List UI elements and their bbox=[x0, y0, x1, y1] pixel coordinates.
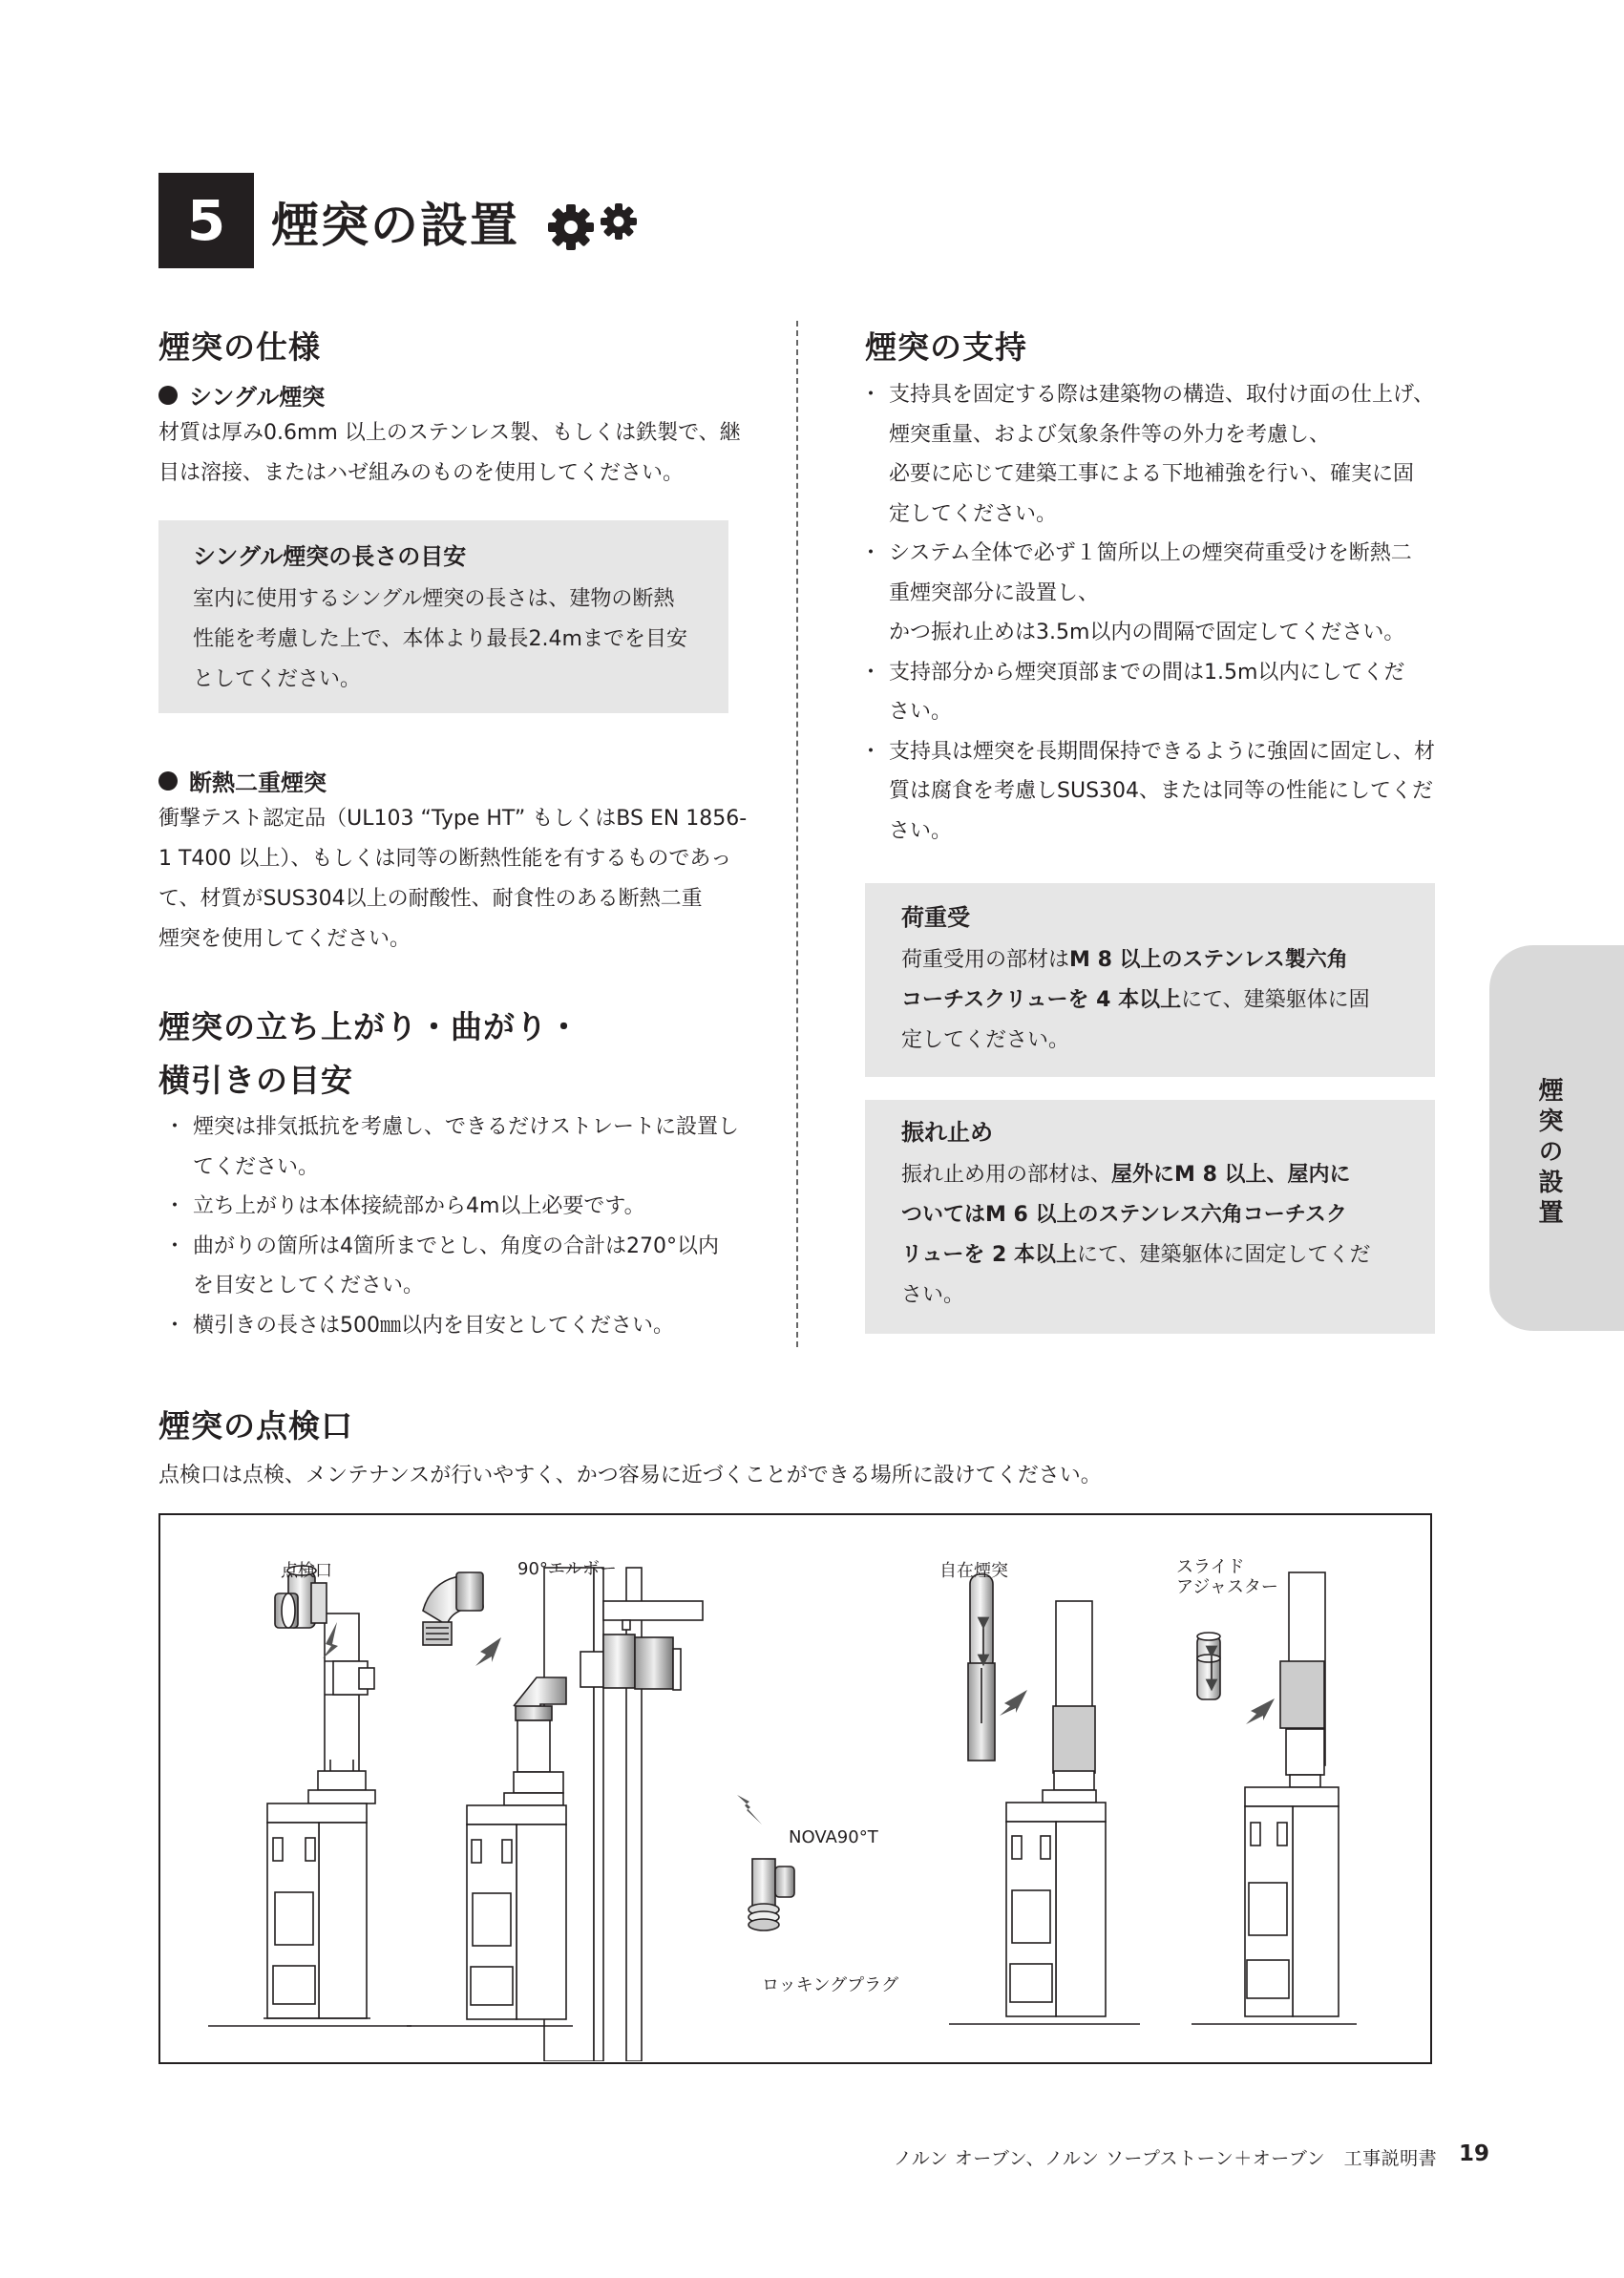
section-number: 5 bbox=[158, 173, 254, 268]
list-item bbox=[164, 1306, 756, 1346]
text-line: 室内に使用するシングル煙突の長さは、建物の断熱 bbox=[193, 587, 675, 611]
text-line: さい。 bbox=[901, 1283, 965, 1307]
text-run-bold: リューを 2 本以上 bbox=[901, 1243, 1077, 1267]
bullet-dot bbox=[158, 771, 178, 791]
text-line: 定してください。 bbox=[901, 1028, 1070, 1052]
single-chimney-text bbox=[158, 413, 741, 494]
text-line: 煙突重量、および気象条件等の外力を考慮し、 bbox=[889, 422, 1331, 447]
rise-bullets bbox=[164, 1107, 756, 1345]
text-line: アジャスター bbox=[1176, 1577, 1278, 1597]
text-line: ・ 支持具を固定する際は建築物の構造、取付け面の仕上げ、 bbox=[889, 383, 1435, 407]
text-line: 材質は厚み0.6mm 以上のステンレス製、もしくは鉄製で、継 bbox=[158, 421, 741, 445]
text-line: さい。 bbox=[889, 818, 953, 843]
support-bullets bbox=[860, 375, 1452, 851]
text-run: 荷重受用の部材は bbox=[901, 948, 1070, 972]
arrow-icon bbox=[1000, 1690, 1027, 1716]
list-item bbox=[860, 375, 1452, 534]
section-side-tab bbox=[1489, 945, 1624, 1331]
column-divider bbox=[796, 321, 798, 1347]
text-line: て、材質がSUS304以上の耐酸性、耐食性のある断熱二重 bbox=[158, 887, 703, 911]
elbow-part bbox=[423, 1572, 483, 1645]
inspection-text: 点検口は点検、メンテナンスが行いやすく、かつ容易に近づくことができる場所に設けてください。 bbox=[158, 1464, 1102, 1487]
list-item bbox=[860, 653, 1452, 732]
text-line: 必要に応じて建築工事による下地補強を行い、確実に固 bbox=[889, 462, 1415, 486]
side-tab-label: 煙突の設置 bbox=[1534, 1077, 1563, 1230]
list-item bbox=[164, 1227, 756, 1306]
text-line: 定してください。 bbox=[889, 501, 1058, 526]
list-item bbox=[860, 732, 1452, 852]
text-run-bold: ついてはM 6 以上のステンレス六角コーチスク bbox=[901, 1203, 1347, 1227]
text-line: ・ 立ち上がりは本体接続部から4m以上必要です。 bbox=[193, 1194, 645, 1218]
bullet-dot bbox=[158, 386, 178, 405]
gear-icon bbox=[542, 197, 647, 254]
text-line: 性能を考慮した上で、本体より最長2.4mまでを目安 bbox=[193, 627, 687, 651]
text-line: を目安としてください。 bbox=[193, 1274, 425, 1297]
arrow-icon bbox=[475, 1637, 501, 1666]
text-line: ・ 支持部分から煙突頂部までの間は1.5m以内にしてくだ bbox=[889, 660, 1405, 685]
text-line: 質は腐食を考慮しSUS304、または同等の性能にしてくだ bbox=[889, 779, 1434, 803]
footer-manual-title: ノルン オーブン、ノルン ソープストーン＋オーブン 工事説明書 bbox=[894, 2148, 1438, 2169]
box-title: 荷重受 bbox=[901, 904, 970, 931]
box-title: 振れ止め bbox=[901, 1119, 993, 1146]
slide-adjuster-part bbox=[1197, 1633, 1220, 1699]
text-run: にて、建築躯体に固 bbox=[1181, 988, 1370, 1012]
insulated-chimney-heading-text: 断熱二重煙突 bbox=[189, 770, 327, 796]
page-number: 19 bbox=[1459, 2141, 1490, 2166]
page-title: 煙突の設置 bbox=[271, 198, 519, 253]
text-line: ・ 支持具は煙突を長期間保持できるように強固に固定し、材 bbox=[889, 739, 1436, 764]
text-line: 重煙突部分に設置し、 bbox=[889, 580, 1100, 605]
insulated-chimney-text bbox=[158, 799, 750, 960]
single-length-note bbox=[158, 520, 728, 713]
text-line: ・ 煙突は排気抵抗を考慮し、できるだけストレートに設置し bbox=[193, 1115, 740, 1139]
arrow-icon bbox=[737, 1795, 762, 1825]
text-line: 煙突を使用してください。 bbox=[158, 927, 411, 951]
text-line: スライド bbox=[1176, 1557, 1245, 1577]
text-run: にて、建築躯体に固定してくだ bbox=[1076, 1243, 1371, 1267]
arrow-icon bbox=[1246, 1698, 1275, 1724]
load-bearing-box bbox=[865, 883, 1435, 1077]
label-free-chimney: 自在煙突 bbox=[939, 1561, 1008, 1581]
text-line: ・ 曲がりの箇所は4箇所までとし、角度の合計は270°以内 bbox=[193, 1234, 719, 1258]
label-locking-plug: ロッキングプラグ bbox=[762, 1975, 899, 1995]
support-heading: 煙突の支持 bbox=[865, 328, 1027, 366]
text-line bbox=[901, 1235, 1435, 1276]
text-line bbox=[901, 940, 1435, 981]
label-slide-adjuster bbox=[1176, 1557, 1278, 1597]
insulated-chimney-heading bbox=[158, 764, 327, 797]
text-run-bold: M 8 以上のステンレス製六角 bbox=[1069, 948, 1348, 972]
list-item bbox=[860, 534, 1452, 653]
rise-heading-line: 横引きの目安 bbox=[158, 1062, 353, 1099]
text-line: としてください。 bbox=[193, 667, 362, 691]
text-line: かつ振れ止めは3.5m以内の間隔で固定してください。 bbox=[889, 621, 1405, 644]
text-line: てください。 bbox=[193, 1154, 320, 1179]
rise-heading-line: 煙突の立ち上がり・曲がり・ bbox=[158, 1008, 580, 1045]
stove-illustration-1 bbox=[208, 1614, 411, 2026]
spec-heading: 煙突の仕様 bbox=[158, 328, 321, 366]
text-run: 振れ止め用の部材は、 bbox=[901, 1163, 1112, 1187]
sway-brace-box bbox=[865, 1100, 1435, 1334]
free-chimney-part bbox=[968, 1574, 995, 1761]
text-line: ・ システム全体で必ず１箇所以上の煙突荷重受けを断熱二 bbox=[889, 541, 1412, 565]
list-item bbox=[164, 1107, 756, 1187]
text-line: さい。 bbox=[889, 700, 953, 724]
text-line bbox=[901, 1195, 1435, 1235]
rise-heading bbox=[158, 1001, 580, 1107]
label-nova-t: NOVA90°T bbox=[789, 1827, 878, 1847]
label-elbow: 90°エルボー bbox=[517, 1559, 617, 1579]
inspection-heading: 煙突の点検口 bbox=[158, 1407, 353, 1445]
text-run-bold: 屋外にM 8 以上、屋内に bbox=[1111, 1163, 1351, 1187]
text-line: 1 T400 以上）、もしくは同等の断熱性能を有するものであっ bbox=[158, 847, 732, 871]
chimney-diagram-frame bbox=[158, 1513, 1432, 2064]
note-title: シングル煙突の長さの目安 bbox=[193, 543, 467, 570]
single-chimney-heading bbox=[158, 378, 325, 411]
text-line: ・ 横引きの長さは500㎜以内を目安としてください。 bbox=[193, 1313, 674, 1338]
single-chimney-heading-text: シングル煙突 bbox=[189, 384, 326, 411]
text-line bbox=[901, 981, 1435, 1021]
text-line: 衝撃テスト認定品（UL103 “Type HT” もしくはBS EN 1856- bbox=[158, 807, 748, 831]
text-run-bold: コーチスクリューを 4 本以上 bbox=[901, 988, 1182, 1012]
text-line: 目は溶接、またはハゼ組みのものを使用してください。 bbox=[158, 461, 685, 485]
text-line bbox=[901, 1155, 1435, 1195]
list-item bbox=[164, 1187, 756, 1227]
label-inspection-port: 点検口 bbox=[281, 1561, 332, 1581]
nova-t-part bbox=[749, 1859, 794, 1930]
